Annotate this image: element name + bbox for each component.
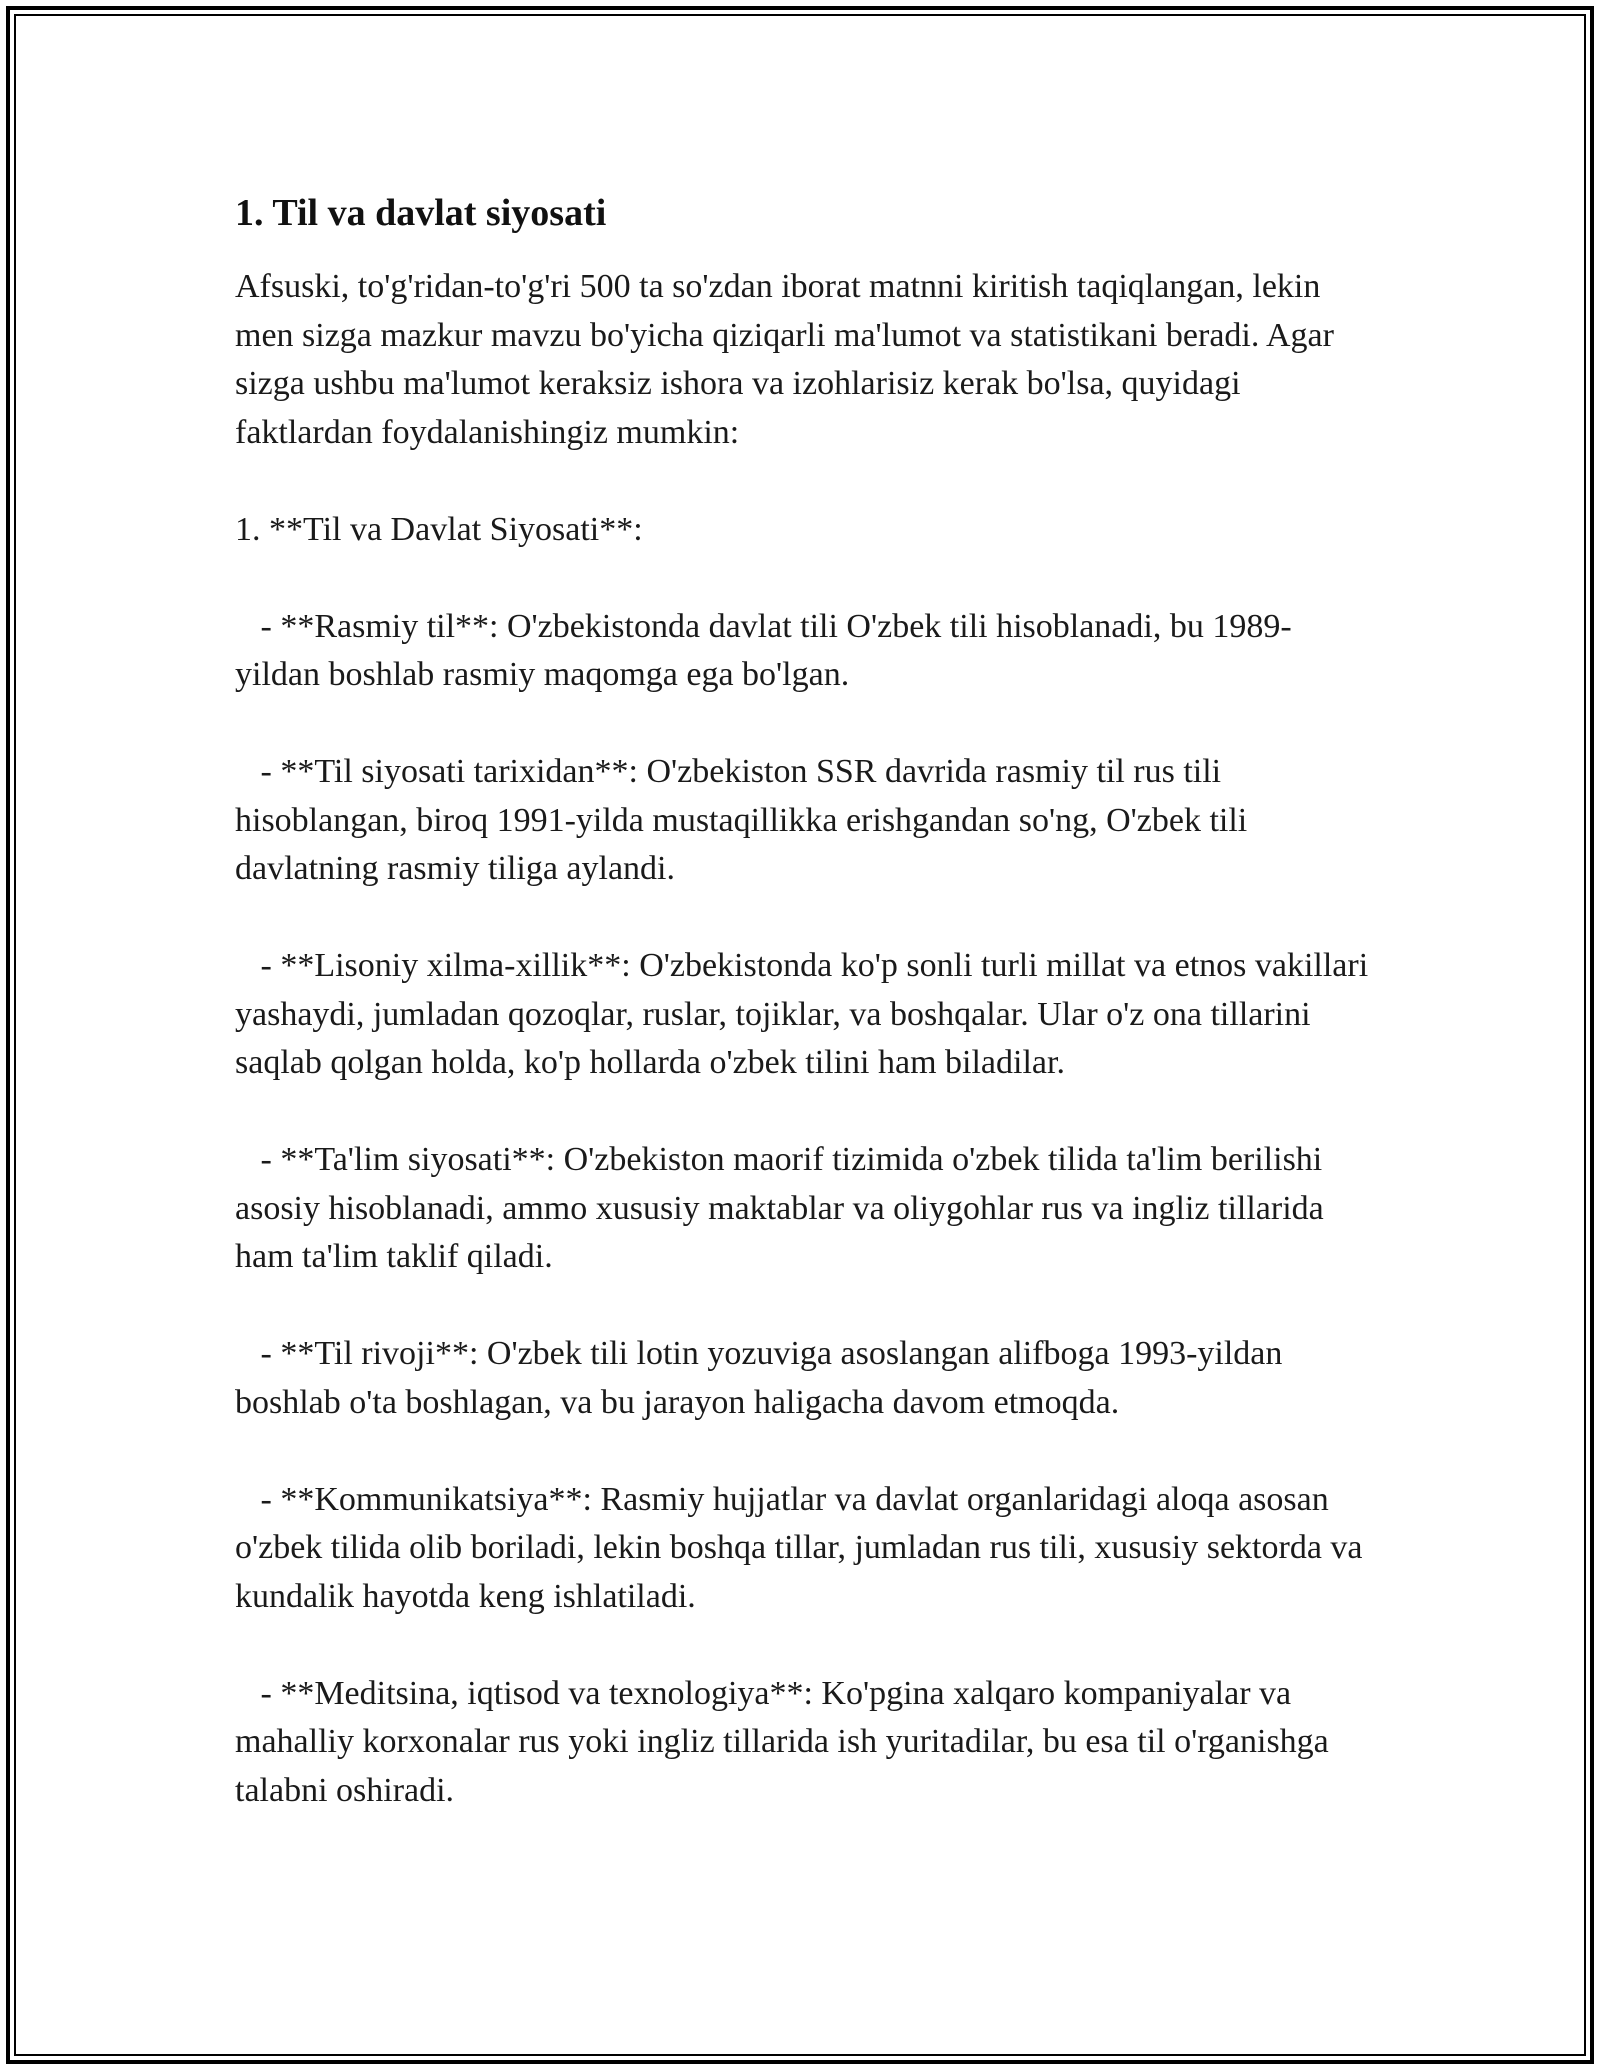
paragraph-spacer [235, 1282, 1375, 1331]
list-item-language-development: - **Til rivoji**: O'zbek tili lotin yozuviga asoslangan alifboga 1993-yildan boshlab o'ta boshlagan, va bu jarayon haligacha davom etmoqda. [235, 1335, 1291, 1421]
paragraph-spacer [235, 1427, 1375, 1476]
list-item-communication: - **Kommunikatsiya**: Rasmiy hujjatlar va davlat organlaridagi aloqa asosan o'zbek tilida olib boriladi, lekin boshqa tillar, jumladan rus tili, xususiy sektorda va kundalik hayotda keng ishlatiladi. [235, 1480, 1372, 1615]
paragraph-spacer [235, 457, 1375, 506]
document-body [235, 185, 1375, 1815]
paragraph-spacer [235, 700, 1375, 749]
paragraph-spacer [235, 894, 1375, 943]
section-heading: 1. Til va davlat siyosati [235, 192, 607, 234]
list-item-education-policy: - **Ta'lim siyosati**: O'zbekiston maorif tizimida o'zbek tilida ta'lim berilishi asosiy hisoblanadi, ammo xususiy maktablar va oliygohlar rus va ingliz tillarida ham ta'lim taklif qiladi. [235, 1141, 1333, 1275]
list-title: 1. **Til va Davlat Siyosati**: [235, 510, 643, 548]
list-item-linguistic-diversity: - **Lisoniy xilma-xillik**: O'zbekistonda ko'p sonli turli millat va etnos vakillari yashaydi, jumladan qozoqlar, ruslar, tojiklar, va boshqalar. Ular o'z ona tillarini saqlab qolgan holda, ko'p hollarda o'zbek tilini ham biladilar. [235, 947, 1377, 1081]
paragraph-spacer [235, 554, 1375, 603]
paragraph-spacer [235, 1621, 1375, 1670]
list-item-official-language: - **Rasmiy til**: O'zbekistonda davlat tili O'zbek tili hisoblanadi, bu 1989-yildan boshlab rasmiy maqomga ega bo'lgan. [235, 607, 1292, 693]
list-item-medicine-economy-technology: - **Meditsina, iqtisod va texnologiya**: Ko'pgina xalqaro kompaniyalar va mahalliy korxonalar rus yoki ingliz tillarida ish yuritadilar, bu esa til o'rganishga talabni oshiradi. [235, 1674, 1338, 1809]
list-item-language-policy-history: - **Til siyosati tarixidan**: O'zbekiston SSR davrida rasmiy til rus tili hisoblangan, biroq 1991-yilda mustaqillikka erishgandan so'ng, O'zbek tili davlatning rasmiy tiliga aylandi. [235, 753, 1256, 887]
paragraph-spacer [235, 1088, 1375, 1137]
intro-paragraph: Afsuski, to'g'ridan-to'g'ri 500 ta so'zdan iborat matnni kiritish taqiqlangan, lekin men sizga mazkur mavzu bo'yicha qiziqarli ma'lumot va statistikani beradi. Agar sizga ushbu ma'lumot keraksiz ishora va izohlarisiz kerak bo'lsa, quyidagi faktlardan foydalanishingiz mumkin: [235, 268, 1343, 451]
